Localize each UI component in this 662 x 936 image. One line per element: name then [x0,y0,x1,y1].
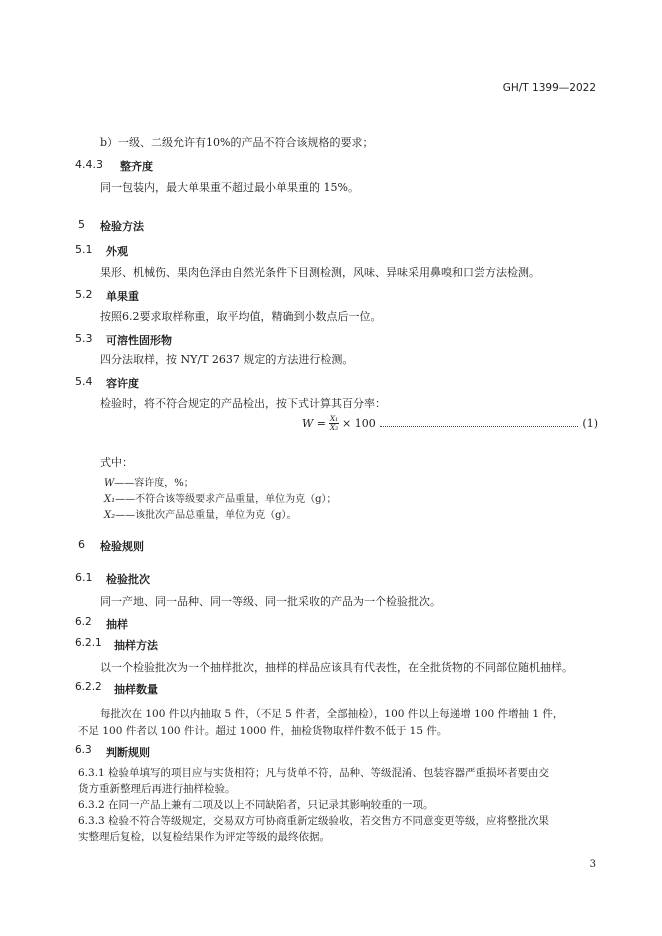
definition-w [104,476,194,492]
formula-rhs: × 100 [342,417,376,430]
section-6-2-1-number: 6.2.1 [75,637,102,649]
section-6-3-2-text: 6.3.2 在同一产品上兼有二项及以上不同缺陷者，只记录其影响较重的一项。 [78,799,434,811]
section-4-4-3-title: 整齐度 [120,160,153,173]
section-6-3-3-text-1: 6.3.3 检验不符合等级规定，交易双方可协商重新定级验收，若交售方不同意变更等级，应将整批次果 [78,815,550,827]
section-6-2-2-text-1: 每批次在 100 件以内抽取 5 件，（不足 5 件者，全部抽检），100 件以上每递增 100 件增抽 1 件， [100,708,564,720]
definition-x1-text: ——不符合该等级要求产品重量，单位为克（g）； [115,494,337,505]
formula-1 [302,415,598,432]
definition-w-symbol: W [104,478,115,489]
formula-number: (1) [582,417,598,430]
section-6-1-title: 检验批次 [106,573,150,586]
section-5-2-title: 单果重 [106,290,139,303]
section-6-title: 检验规则 [100,540,144,553]
section-6-1-text: 同一产地、同一品种、同一等级、同一批采收的产品为一个检验批次。 [100,595,441,608]
formula-numerator: X₁ [329,414,339,423]
section-6-3-number: 6.3 [75,744,92,756]
section-6-2-number: 6.2 [75,616,92,628]
section-5-1-number: 5.1 [75,243,93,256]
section-5-1-title: 外观 [106,245,128,258]
section-6-3-3-text-2: 实整理后复检，以复检结果作为评定等级的最终依据。 [78,831,330,843]
section-5-4-number: 5.4 [75,375,93,388]
where-label: 式中： [100,456,133,469]
section-6-2-1-text: 以一个检验批次为一个抽样批次，抽样的样品应该具有代表性，在全批货物的不同部位随机抽样。 [100,661,573,674]
section-6-2-2-number: 6.2.2 [75,681,102,693]
dot-leader [380,426,579,427]
definition-x1-symbol: X₁ [104,494,116,505]
section-5-2-text: 按照6.2要求取样称重，取平均值，精确到小数点后一位。 [100,310,382,323]
section-6-2-1-title: 抽样方法 [114,639,158,652]
item-b-text: b）一级、二级允许有10%的产品不符合该规格的要求； [100,136,374,149]
standard-number: GH/T 1399—2022 [502,82,596,94]
definition-x2-text: ——该批次产品总重量，单位为克（g）。 [115,510,297,521]
page-number: 3 [589,859,596,870]
section-5-number: 5 [78,218,85,231]
section-5-3-text: 四分法取样，按 NY/T 2637 规定的方法进行检测。 [100,353,354,366]
formula-denominator: X₂ [329,423,339,432]
section-6-3-title: 判断规则 [106,746,150,759]
definition-x2 [104,508,297,524]
definition-x2-symbol: X₂ [104,510,116,521]
formula-fraction [329,415,339,432]
section-6-2-2-text-2: 不足 100 件者以 100 件计。超过 1000 件，抽检货物取样件数不低于 15 件。 [78,725,448,737]
section-6-number: 6 [78,538,85,551]
section-4-4-3-text: 同一包装内，最大单果重不超过最小单果重的 15%。 [100,181,359,194]
section-6-3-1-text-2: 货方重新整理后再进行抽样检验。 [78,783,236,795]
formula-lhs: W = [302,417,327,430]
section-5-1-text: 果形、机械伤、果肉色泽由自然光条件下目测检测，风味、异味采用鼻嗅和口尝方法检测。 [100,266,540,279]
definition-w-text: ——容许度，%； [114,478,194,489]
section-5-4-text: 检验时，将不符合规定的产品检出，按下式计算其百分率： [100,397,386,410]
section-6-2-2-title: 抽样数量 [114,683,158,696]
definition-x1 [104,492,337,508]
section-5-4-title: 容许度 [106,377,139,390]
section-5-3-title: 可溶性固形物 [106,334,172,347]
section-6-1-number: 6.1 [75,571,93,584]
section-5-2-number: 5.2 [75,288,93,301]
section-5-3-number: 5.3 [75,332,93,345]
section-4-4-3-number: 4.4.3 [75,158,103,171]
section-5-title: 检验方法 [100,220,144,233]
section-6-3-1-text-1: 6.3.1 检验单填写的项目应与实货相符；凡与货单不符，品种、等级混淆、包装容器严重损坏者要由交 [78,767,550,779]
section-6-2-title: 抽样 [106,618,128,631]
